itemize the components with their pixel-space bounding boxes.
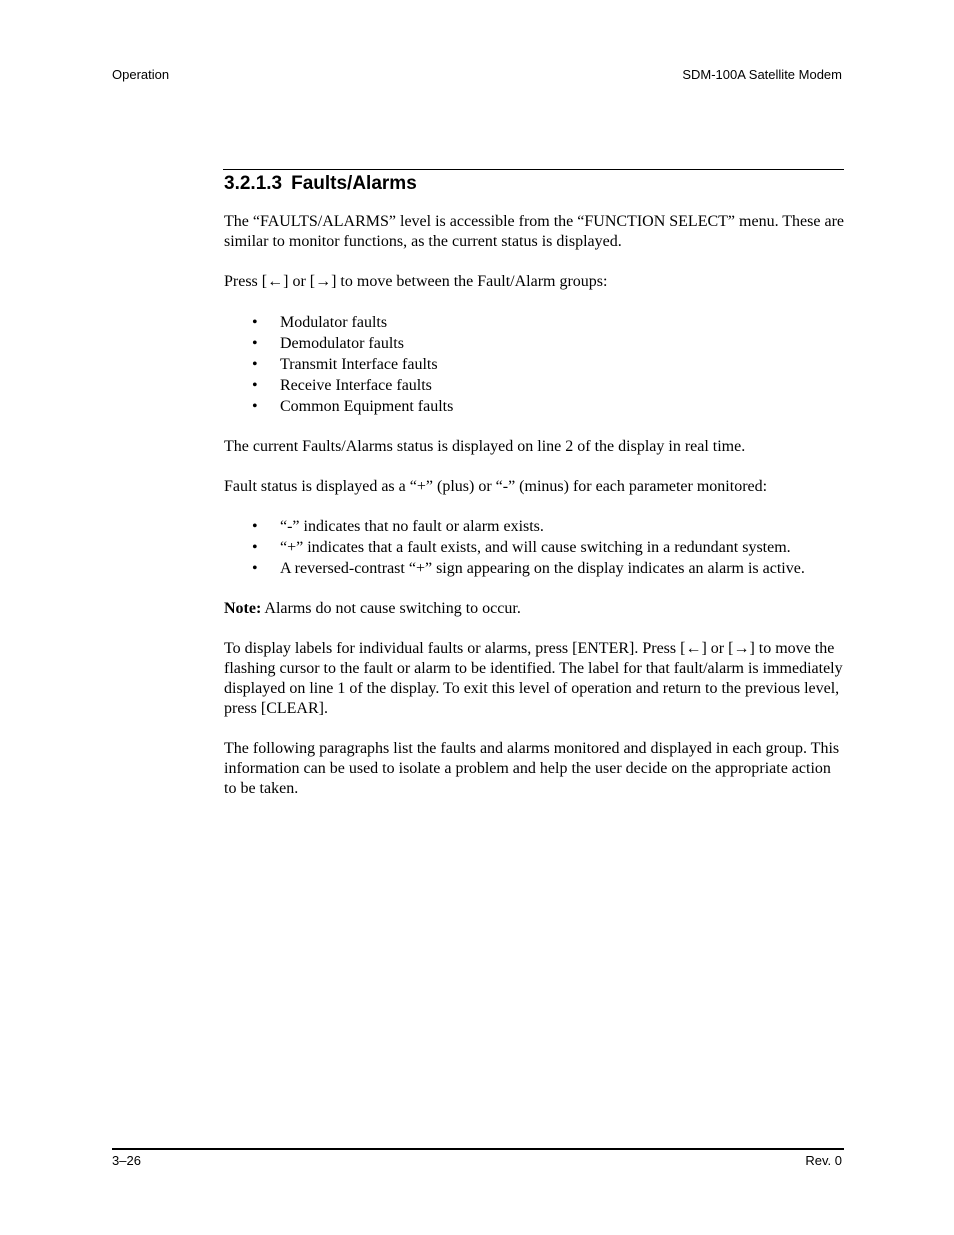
section-rule bbox=[223, 169, 844, 170]
paragraph-intro: The “FAULTS/ALARMS” level is accessible from the “FUNCTION SELECT” menu. These are similar to monitor functions, as the current status is displayed. bbox=[224, 213, 845, 250]
bullet-icon: • bbox=[252, 560, 258, 577]
list-item: • Modulator faults bbox=[252, 314, 388, 331]
section-heading bbox=[224, 172, 417, 196]
list-item: • “-” indicates that no fault or alarm exists. bbox=[252, 518, 544, 535]
bullet-icon: • bbox=[252, 314, 258, 331]
bullet-icon: • bbox=[252, 356, 258, 373]
list-item: • Transmit Interface faults bbox=[252, 356, 438, 373]
header-product: SDM-100A Satellite Modem bbox=[682, 67, 842, 82]
header-chapter: Operation bbox=[112, 67, 170, 82]
note-text: Alarms do not cause switching to occur. bbox=[261, 600, 521, 617]
status-symbol-list bbox=[224, 517, 844, 579]
note-paragraph bbox=[224, 599, 844, 619]
note-label: Note: bbox=[224, 600, 262, 617]
paragraph-status-format: Fault status is displayed as a “+” (plus) or “-” (minus) for each parameter monitored: bbox=[224, 478, 768, 495]
page-number: 3–26 bbox=[112, 1153, 141, 1168]
bullet-icon: • bbox=[252, 518, 258, 535]
fault-group-list bbox=[224, 312, 844, 417]
bullet-icon: • bbox=[252, 335, 258, 352]
paragraph-navigation: Press [←] or [→] to move between the Fault/Alarm groups: bbox=[224, 273, 608, 290]
body-text bbox=[224, 212, 844, 819]
list-item: • A reversed-contrast “+” sign appearing on the display indicates an alarm is active. bbox=[252, 560, 805, 577]
list-item: • Receive Interface faults bbox=[252, 377, 432, 394]
running-header bbox=[112, 66, 842, 84]
bullet-icon: • bbox=[252, 398, 258, 415]
bullet-icon: • bbox=[252, 377, 258, 394]
bullet-icon: • bbox=[252, 539, 258, 556]
paragraph-following: The following paragraphs list the faults and alarms monitored and displayed in each group. This information can be used to isolate a problem and help the user decide on the appropriate action to be taken. bbox=[224, 740, 840, 797]
section-title: Faults/Alarms bbox=[291, 173, 417, 194]
list-item: • Common Equipment faults bbox=[252, 398, 454, 415]
paragraph-labels: To display labels for individual faults or alarms, press [ENTER]. Press [←] or [→] to move the flashing cursor to the fault or alarm to be identified. The label for that fault/alarm is immediately displayed on line 1 of the display. To exit this level of operation and return to the previous level, press [CLEAR]. bbox=[224, 640, 843, 717]
section-number: 3.2.1.3 bbox=[224, 173, 283, 194]
list-item: • “+” indicates that a fault exists, and will cause switching in a redundant system. bbox=[252, 539, 791, 556]
footer-rule bbox=[112, 1148, 844, 1150]
revision-label: Rev. 0 bbox=[805, 1153, 842, 1168]
list-item: • Demodulator faults bbox=[252, 335, 404, 352]
paragraph-realtime-status: The current Faults/Alarms status is displayed on line 2 of the display in real time. bbox=[224, 438, 746, 455]
running-footer bbox=[112, 1152, 842, 1170]
